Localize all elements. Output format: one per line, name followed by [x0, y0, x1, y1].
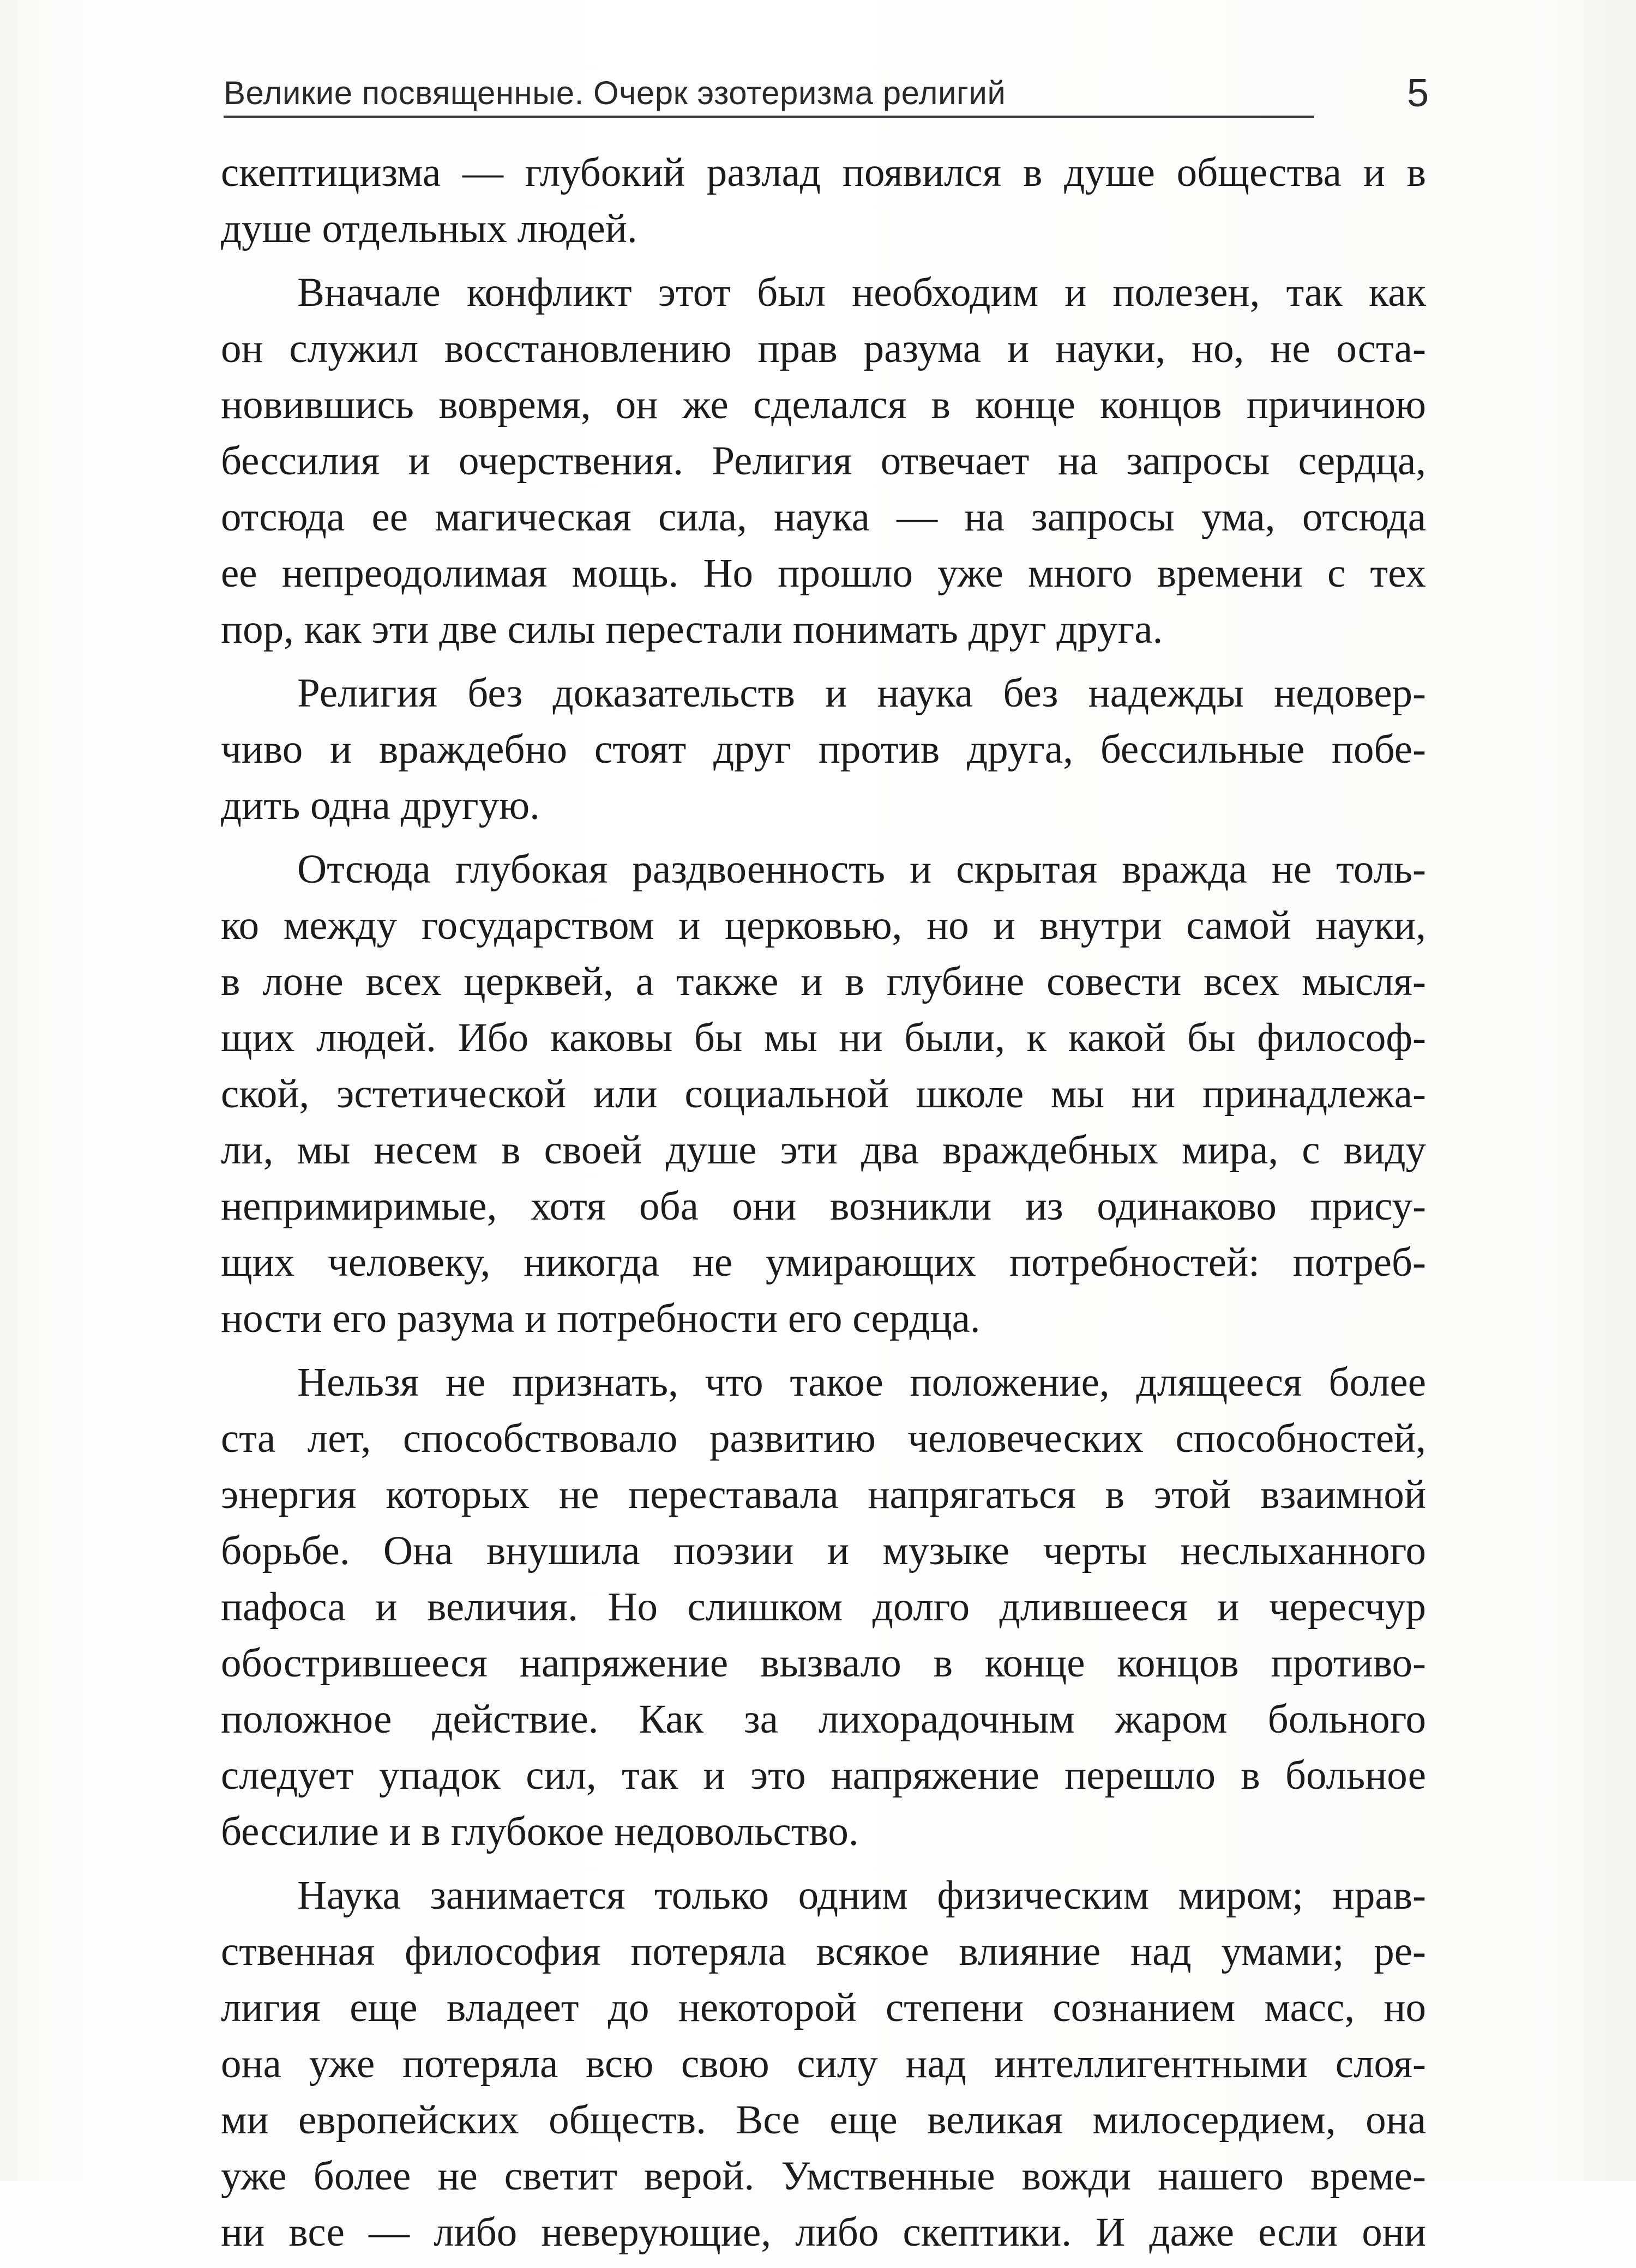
paragraph [221, 1354, 1426, 1860]
text-line: ственная философия потеряла всякое влияние над умами; ре- [221, 1929, 1426, 1974]
text-line: непримиримые, хотя оба они возникли из одинаково прису- [221, 1184, 1426, 1229]
text-line: ее непреодолимая мощь. Но прошло уже много времени с тех [221, 551, 1426, 596]
text-line: ста лет, способствовало развитию человеческих способностей, [221, 1416, 1426, 1461]
body-text [221, 144, 1426, 2268]
text-line: ской, эстетической или социальной школе мы ни принадлежа- [221, 1071, 1426, 1117]
text-line: он служил восстановлению прав разума и науки, но, не оста- [221, 326, 1426, 371]
text-line: обострившееся напряжение вызвало в конце концов противо- [221, 1640, 1426, 1686]
text-line: пафоса и величия. Но слишком долго длившееся и чересчур [221, 1584, 1426, 1630]
running-title: Великие посвященные. Очерк эзотеризма религий [224, 75, 1006, 111]
text-line: душе отдельных людей. [221, 206, 637, 251]
text-line: борьбе. Она внушила поэзии и музыке черты неслыханного [221, 1528, 1426, 1573]
paragraph [221, 144, 1426, 257]
paragraph [221, 264, 1426, 658]
text-line: отсюда ее магическая сила, наука — на запросы ума, отсюда [221, 494, 1426, 540]
text-line: бессилие и в глубокое недовольство. [221, 1809, 859, 1854]
running-header [224, 71, 1429, 123]
text-line: щих человеку, никогда не умирающих потребностей: потреб- [221, 1240, 1426, 1285]
text-line: чиво и враждебно стоят друг против друга, бессильные побе- [221, 727, 1426, 772]
text-line: Религия без доказательств и наука без надежды недовер- [297, 671, 1426, 716]
paragraph [221, 841, 1426, 1347]
paragraph [221, 1867, 1426, 2260]
text-line: пор, как эти две силы перестали понимать друг друга. [221, 607, 1163, 652]
text-line: ми европейских обществ. Все еще великая милосердием, она [221, 2097, 1426, 2143]
text-line: бессилия и очерствения. Религия отвечает на запросы сердца, [221, 438, 1426, 484]
text-line: она уже потеряла всю свою силу над интеллигентными слоя- [221, 2041, 1426, 2086]
text-line: ности его разума и потребности его сердца. [221, 1296, 981, 1341]
text-line: энергия которых не переставала напрягаться в этой взаимной [221, 1472, 1426, 1517]
text-line: положное действие. Как за лихорадочным жаром больного [221, 1697, 1426, 1742]
text-line: в лоне всех церквей, а также и в глубине совести всех мысля- [221, 959, 1426, 1004]
page-number: 5 [1406, 71, 1429, 115]
text-line: скептицизма — глубокий разлад появился в душе общества и в [221, 150, 1426, 195]
text-line: дить одна другую. [221, 783, 540, 828]
text-line: Наука занимается только одним физическим миром; нрав- [297, 1873, 1426, 1918]
paragraph [221, 665, 1426, 834]
text-line: новившись вовремя, он же сделался в конце концов причиною [221, 382, 1426, 427]
text-line: Вначале конфликт этот был необходим и полезен, так как [297, 270, 1426, 315]
text-line: ко между государством и церковью, но и внутри самой науки, [221, 903, 1426, 948]
text-line: ли, мы несем в своей душе эти два враждебных мира, с виду [221, 1127, 1426, 1173]
text-line: щих людей. Ибо каковы бы мы ни были, к какой бы философ- [221, 1015, 1426, 1060]
text-line: Отсюда глубокая раздвоенность и скрытая вражда не толь- [297, 847, 1426, 892]
text-line: уже более не светит верой. Умственные вожди нашего време- [221, 2154, 1426, 2199]
text-line: лигия еще владеет до некоторой степени сознанием масс, но [221, 1985, 1426, 2030]
text-line: следует упадок сил, так и это напряжение перешло в больное [221, 1753, 1426, 1798]
header-rule [224, 116, 1314, 118]
text-line: ни все — либо неверующие, либо скептики. И даже если они [221, 2210, 1426, 2255]
text-line: Нельзя не признать, что такое положение, длящееся более [297, 1360, 1426, 1405]
